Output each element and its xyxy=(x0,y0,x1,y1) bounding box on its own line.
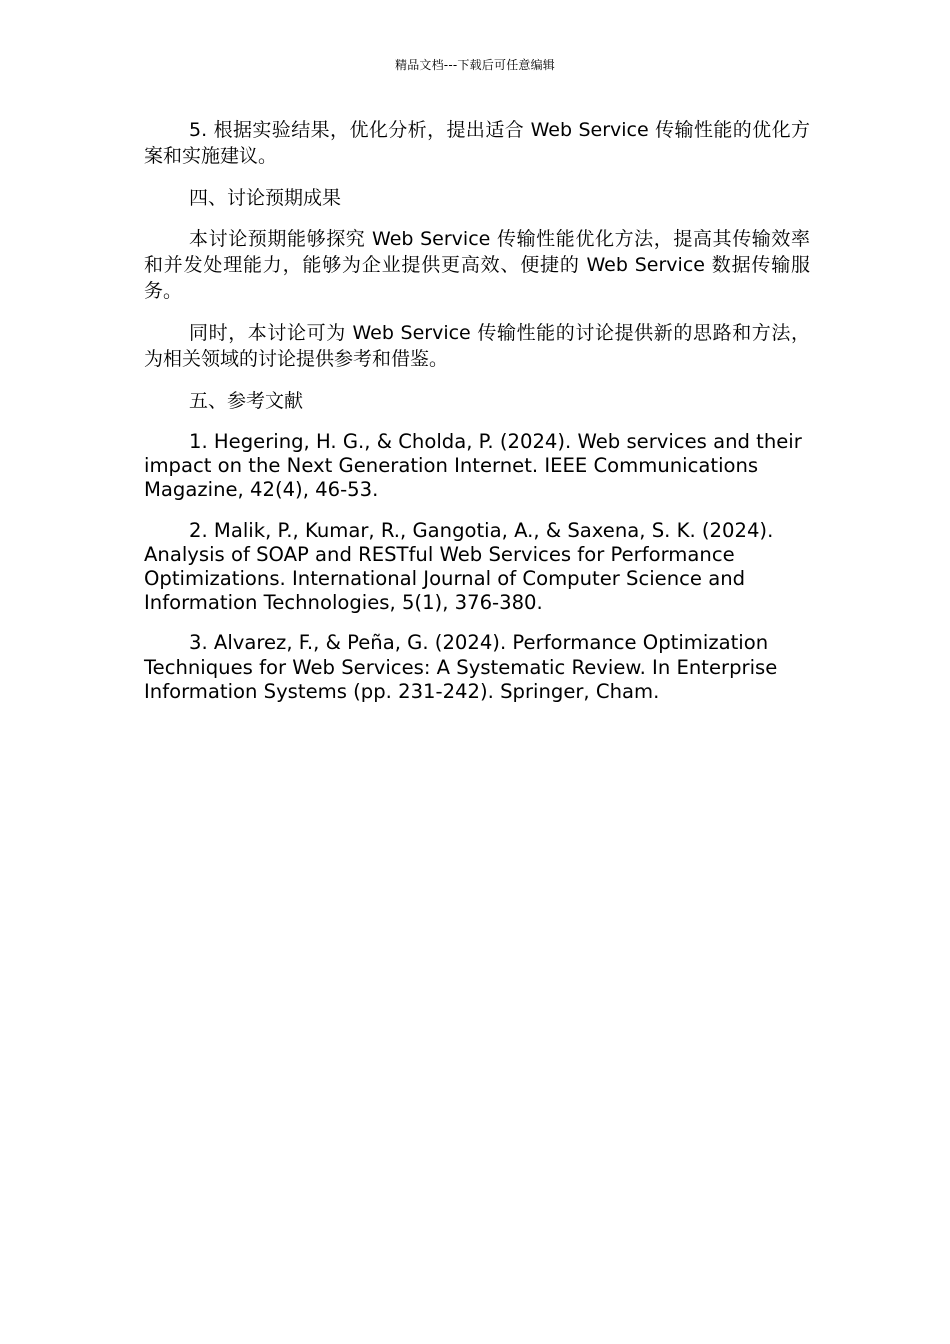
page-header: 精品文档---下载后可任意编辑 xyxy=(395,58,555,72)
reference-item-3: 3. Alvarez, F., & Peña, G. (2024). Performance Optimization Techniques for Web Services: A Systematic Review. In Enterprise Information Systems (pp. 231-242). Springer, Cham. xyxy=(144,631,778,703)
paragraph-expected-2: 同时，本讨论可为 Web Service 传输性能的讨论提供新的思路和方法，为相关领域的讨论提供参考和借鉴。 xyxy=(144,322,810,370)
section-heading-references: 五、参考文献 xyxy=(189,390,304,412)
section-heading-expected-results: 四、讨论预期成果 xyxy=(189,187,342,209)
reference-item-1: 1. Hegering, H. G., & Cholda, P. (2024). Web services and their impact on the Next Generation Internet. IEEE Communications Magazine, 42(4), 46-53. xyxy=(144,430,802,502)
paragraph-step-5: 5. 根据实验结果，优化分析，提出适合 Web Service 传输性能的优化方案和实施建议。 xyxy=(144,119,810,167)
document-body xyxy=(144,117,810,704)
reference-item-2: 2. Malik, P., Kumar, R., Gangotia, A., & Saxena, S. K. (2024). Analysis of SOAP and RESTful Web Services for Performance Optimizations. International Journal of Computer Science and Information Technologies, 5(1), 376-380. xyxy=(144,518,774,615)
paragraph-expected-1: 本讨论预期能够探究 Web Service 传输性能优化方法，提高其传输效率和并发处理能力，能够为企业提供更高效、便捷的 Web Service 数据传输服务。 xyxy=(144,228,810,302)
